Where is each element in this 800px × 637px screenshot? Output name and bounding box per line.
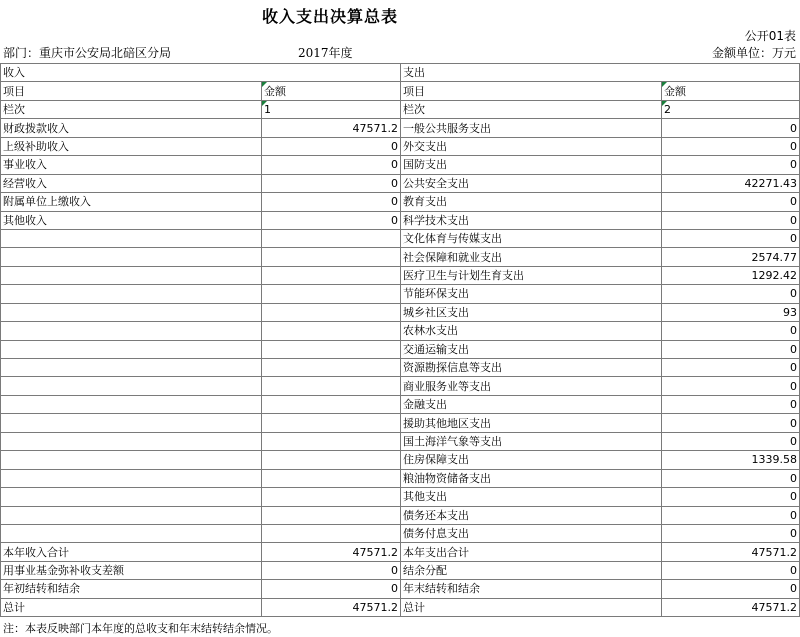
expense-item-cell: 资源勘探信息等支出 — [401, 359, 662, 377]
income-section-header: 收入 — [1, 64, 401, 82]
table-row — [1, 229, 800, 247]
table-row — [1, 451, 800, 469]
income-amount-cell: 47571.2 — [262, 119, 401, 137]
expense-amount-cell: 0 — [662, 395, 800, 413]
income-amount-cell: 0 — [262, 193, 401, 211]
expense-item-cell: 科学技术支出 — [401, 211, 662, 229]
table-row — [1, 248, 800, 266]
expense-amount-cell: 0 — [662, 340, 800, 358]
income-amount-cell: 47571.2 — [262, 543, 401, 561]
income-item-cell — [1, 488, 262, 506]
expense-item-cell: 城乡社区支出 — [401, 303, 662, 321]
table-row — [1, 156, 800, 174]
income-item-cell: 附属单位上缴收入 — [1, 193, 262, 211]
income-item-cell: 上级补助收入 — [1, 137, 262, 155]
table-row — [1, 488, 800, 506]
expense-amount-cell: 1292.42 — [662, 266, 800, 284]
form-code: 公开01表 — [744, 29, 796, 43]
income-amount-cell — [262, 248, 401, 266]
income-amount-cell — [262, 303, 401, 321]
table-row — [1, 285, 800, 303]
expense-item-cell: 本年支出合计 — [401, 543, 662, 561]
report-title: 收入支出决算总表 — [261, 7, 398, 26]
table-row — [1, 598, 800, 616]
table-row — [1, 414, 800, 432]
expense-item-cell: 商业服务业等支出 — [401, 377, 662, 395]
column-header-row — [1, 82, 800, 100]
expense-amount-cell: 0 — [662, 469, 800, 487]
table-row — [1, 266, 800, 284]
income-amount-cell — [262, 506, 401, 524]
expense-item-cell: 公共安全支出 — [401, 174, 662, 192]
table-row — [1, 395, 800, 413]
income-item-cell — [1, 322, 262, 340]
table-row — [1, 174, 800, 192]
income-item-cell — [1, 432, 262, 450]
income-item-cell — [1, 451, 262, 469]
expense-amount-cell: 47571.2 — [662, 543, 800, 561]
income-item-cell — [1, 469, 262, 487]
income-amount-cell — [262, 266, 401, 284]
income-amount-cell: 0 — [262, 137, 401, 155]
fiscal-year: 2017年度 — [298, 46, 353, 60]
income-item-cell — [1, 303, 262, 321]
income-amount-cell — [262, 285, 401, 303]
expense-section-header: 支出 — [401, 64, 800, 82]
expense-item-cell: 债务付息支出 — [401, 524, 662, 542]
expense-item-cell: 总计 — [401, 598, 662, 616]
expense-amount-cell: 0 — [662, 137, 800, 155]
expense-amount-cell: 0 — [662, 506, 800, 524]
table-row — [1, 322, 800, 340]
amount-unit: 金额单位：万元 — [711, 46, 796, 60]
income-item-cell: 财政拨款收入 — [1, 119, 262, 137]
income-amount-cell — [262, 322, 401, 340]
income-amount-cell — [262, 414, 401, 432]
table-row — [1, 340, 800, 358]
expense-amount-cell: 42271.43 — [662, 174, 800, 192]
income-amount-cell — [262, 488, 401, 506]
income-amount-cell: 0 — [262, 561, 401, 579]
income-amount-cell: 0 — [262, 174, 401, 192]
table-row — [1, 211, 800, 229]
expense-amount-cell: 0 — [662, 211, 800, 229]
expense-item-cell: 债务还本支出 — [401, 506, 662, 524]
income-amount-cell — [262, 469, 401, 487]
table-row — [1, 580, 800, 598]
table-row — [1, 359, 800, 377]
income-amount-header: 金额 — [262, 82, 401, 100]
expense-item-cell: 节能环保支出 — [401, 285, 662, 303]
income-amount-cell — [262, 451, 401, 469]
table-row — [1, 303, 800, 321]
expense-amount-cell: 0 — [662, 229, 800, 247]
income-amount-cell — [262, 432, 401, 450]
income-amount-cell — [262, 395, 401, 413]
expense-amount-cell: 1339.58 — [662, 451, 800, 469]
income-item-cell — [1, 248, 262, 266]
expense-item-cell: 一般公共服务支出 — [401, 119, 662, 137]
table-row — [1, 561, 800, 579]
expense-item-header: 项目 — [401, 82, 662, 100]
expense-item-cell: 援助其他地区支出 — [401, 414, 662, 432]
expense-amount-cell: 2574.77 — [662, 248, 800, 266]
expense-amount-cell: 0 — [662, 156, 800, 174]
expense-item-cell: 农林水支出 — [401, 322, 662, 340]
income-amount-cell — [262, 340, 401, 358]
table-row — [1, 543, 800, 561]
income-col-label: 栏次 — [1, 100, 262, 118]
table-row — [1, 377, 800, 395]
expense-item-cell: 结余分配 — [401, 561, 662, 579]
expense-amount-cell: 0 — [662, 119, 800, 137]
expense-item-cell: 教育支出 — [401, 193, 662, 211]
expense-col-number: 2 — [662, 100, 800, 118]
income-item-cell: 其他收入 — [1, 211, 262, 229]
expense-item-cell: 文化体育与传媒支出 — [401, 229, 662, 247]
income-amount-cell: 47571.2 — [262, 598, 401, 616]
table-row — [1, 193, 800, 211]
table-row — [1, 432, 800, 450]
expense-item-cell: 金融支出 — [401, 395, 662, 413]
expense-amount-cell: 93 — [662, 303, 800, 321]
income-item-cell: 事业收入 — [1, 156, 262, 174]
department-label: 部门：重庆市公安局北碚区分局 — [3, 46, 172, 60]
income-amount-cell — [262, 359, 401, 377]
income-item-cell: 年初结转和结余 — [1, 580, 262, 598]
income-item-cell — [1, 524, 262, 542]
income-amount-cell — [262, 524, 401, 542]
expense-amount-cell: 0 — [662, 414, 800, 432]
expense-item-cell: 社会保障和就业支出 — [401, 248, 662, 266]
table-row — [1, 506, 800, 524]
table-row — [1, 524, 800, 542]
income-item-cell — [1, 414, 262, 432]
income-item-cell — [1, 359, 262, 377]
income-amount-cell: 0 — [262, 211, 401, 229]
expense-amount-cell: 0 — [662, 377, 800, 395]
income-amount-cell — [262, 377, 401, 395]
income-item-cell — [1, 377, 262, 395]
income-amount-cell: 0 — [262, 156, 401, 174]
expense-amount-cell: 0 — [662, 488, 800, 506]
income-item-header: 项目 — [1, 82, 262, 100]
income-expense-table — [0, 63, 800, 617]
expense-amount-cell: 0 — [662, 561, 800, 579]
income-item-cell — [1, 266, 262, 284]
table-row — [1, 137, 800, 155]
income-item-cell: 用事业基金弥补收支差额 — [1, 561, 262, 579]
expense-amount-cell: 47571.2 — [662, 598, 800, 616]
expense-amount-cell: 0 — [662, 193, 800, 211]
income-item-cell — [1, 340, 262, 358]
table-row — [1, 119, 800, 137]
expense-amount-header: 金额 — [662, 82, 800, 100]
income-item-cell: 本年收入合计 — [1, 543, 262, 561]
table-note: 注：本表反映部门本年度的总收支和年末结转结余情况。 — [3, 622, 278, 635]
income-item-cell: 经营收入 — [1, 174, 262, 192]
expense-amount-cell: 0 — [662, 322, 800, 340]
expense-item-cell: 粮油物资储备支出 — [401, 469, 662, 487]
expense-amount-cell: 0 — [662, 285, 800, 303]
expense-amount-cell: 0 — [662, 359, 800, 377]
expense-item-cell: 国土海洋气象等支出 — [401, 432, 662, 450]
expense-amount-cell: 0 — [662, 524, 800, 542]
income-item-cell — [1, 285, 262, 303]
expense-item-cell: 国防支出 — [401, 156, 662, 174]
section-header-row — [1, 64, 800, 82]
expense-amount-cell: 0 — [662, 580, 800, 598]
expense-item-cell: 其他支出 — [401, 488, 662, 506]
report-meta — [0, 44, 800, 62]
income-col-number: 1 — [262, 100, 401, 118]
income-amount-cell: 0 — [262, 580, 401, 598]
income-item-cell — [1, 229, 262, 247]
expense-col-label: 栏次 — [401, 100, 662, 118]
expense-item-cell: 外交支出 — [401, 137, 662, 155]
expense-item-cell: 交通运输支出 — [401, 340, 662, 358]
income-amount-cell — [262, 229, 401, 247]
income-item-cell — [1, 395, 262, 413]
column-number-row — [1, 100, 800, 118]
expense-item-cell: 住房保障支出 — [401, 451, 662, 469]
table-row — [1, 469, 800, 487]
income-item-cell — [1, 506, 262, 524]
expense-item-cell: 年末结转和结余 — [401, 580, 662, 598]
income-item-cell: 总计 — [1, 598, 262, 616]
expense-item-cell: 医疗卫生与计划生育支出 — [401, 266, 662, 284]
expense-amount-cell: 0 — [662, 432, 800, 450]
